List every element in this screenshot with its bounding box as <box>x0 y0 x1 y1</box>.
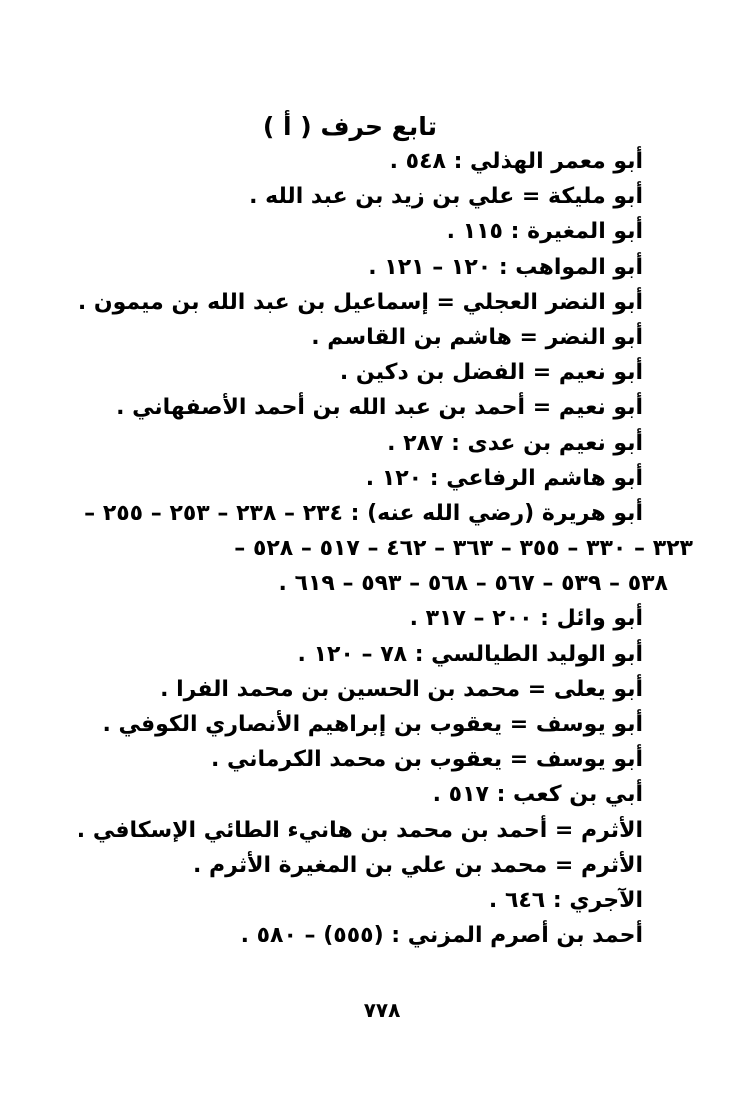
index-entry: الأثرم = محمد بن علي بن المغيرة الأثرم . <box>193 852 643 878</box>
index-entry: أبو المغيرة : ١١٥ . <box>446 219 643 245</box>
index-entry: الأثرم = أحمد بن محمد بن هانيء الطائي الإسكافي . <box>76 817 643 843</box>
index-entry: أبو مليكة = علي بن زيد بن عبد الله . <box>249 184 643 210</box>
index-entry: أبو يعلى = محمد بن الحسين بن محمد الفرا . <box>160 676 643 702</box>
page-number: ٧٧٨ <box>363 998 401 1022</box>
section-heading: تابع حرف ( أ ) <box>262 112 437 141</box>
index-entry: أبو نعيم = أحمد بن عبد الله بن أحمد الأصفهاني . <box>116 395 643 421</box>
index-entry: أبو هريرة (رضي الله عنه) : ٢٣٤ – ٢٣٨ – ٢٥٣ – ٢٥٥ – <box>84 500 643 526</box>
index-entry: أبي بن كعب : ٥١٧ . <box>432 782 643 808</box>
index-entry: أبو يوسف = يعقوب بن إبراهيم الأنصاري الكوفي . <box>102 712 643 737</box>
index-entry: أبو نعيم بن عدى : ٢٨٧ . <box>387 430 643 456</box>
index-entry: أبو وائل : ٢٠٠ – ٣١٧ . <box>409 606 643 632</box>
index-entry: أبو معمر الهذلي : ٥٤٨ . <box>389 149 643 174</box>
index-entry: أبو النضر = هاشم بن القاسم . <box>311 324 643 350</box>
index-entry: أبو يوسف = يعقوب بن محمد الكرماني . <box>211 747 643 773</box>
index-entry: أبو هاشم الرفاعي : ١٢٠ . <box>365 465 643 491</box>
index-entry-continuation: ٣٢٣ – ٣٣٠ – ٣٥٥ – ٣٦٣ – ٤٦٢ – ٥١٧ – ٥٢٨ – <box>234 536 693 562</box>
index-entries <box>3 144 693 953</box>
index-entry: أحمد بن أصرم المزني : (٥٥٥) – ٥٨٠ . <box>240 923 643 949</box>
index-entry: أبو المواهب : ١٢٠ – ١٢١ . <box>368 254 643 280</box>
index-entry-continuation: ٥٣٨ – ٥٣٩ – ٥٦٧ – ٥٦٨ – ٥٩٣ – ٦١٩ . <box>278 571 668 597</box>
index-entry: أبو نعيم = الفضل بن دكين . <box>339 360 643 386</box>
index-entry: أبو النضر العجلي = إسماعيل بن عبد الله بن ميمون . <box>77 289 643 315</box>
index-entry: الآجري : ٦٤٦ . <box>488 887 643 913</box>
index-entry: أبو الوليد الطيالسي : ٧٨ – ١٢٠ . <box>297 641 643 667</box>
